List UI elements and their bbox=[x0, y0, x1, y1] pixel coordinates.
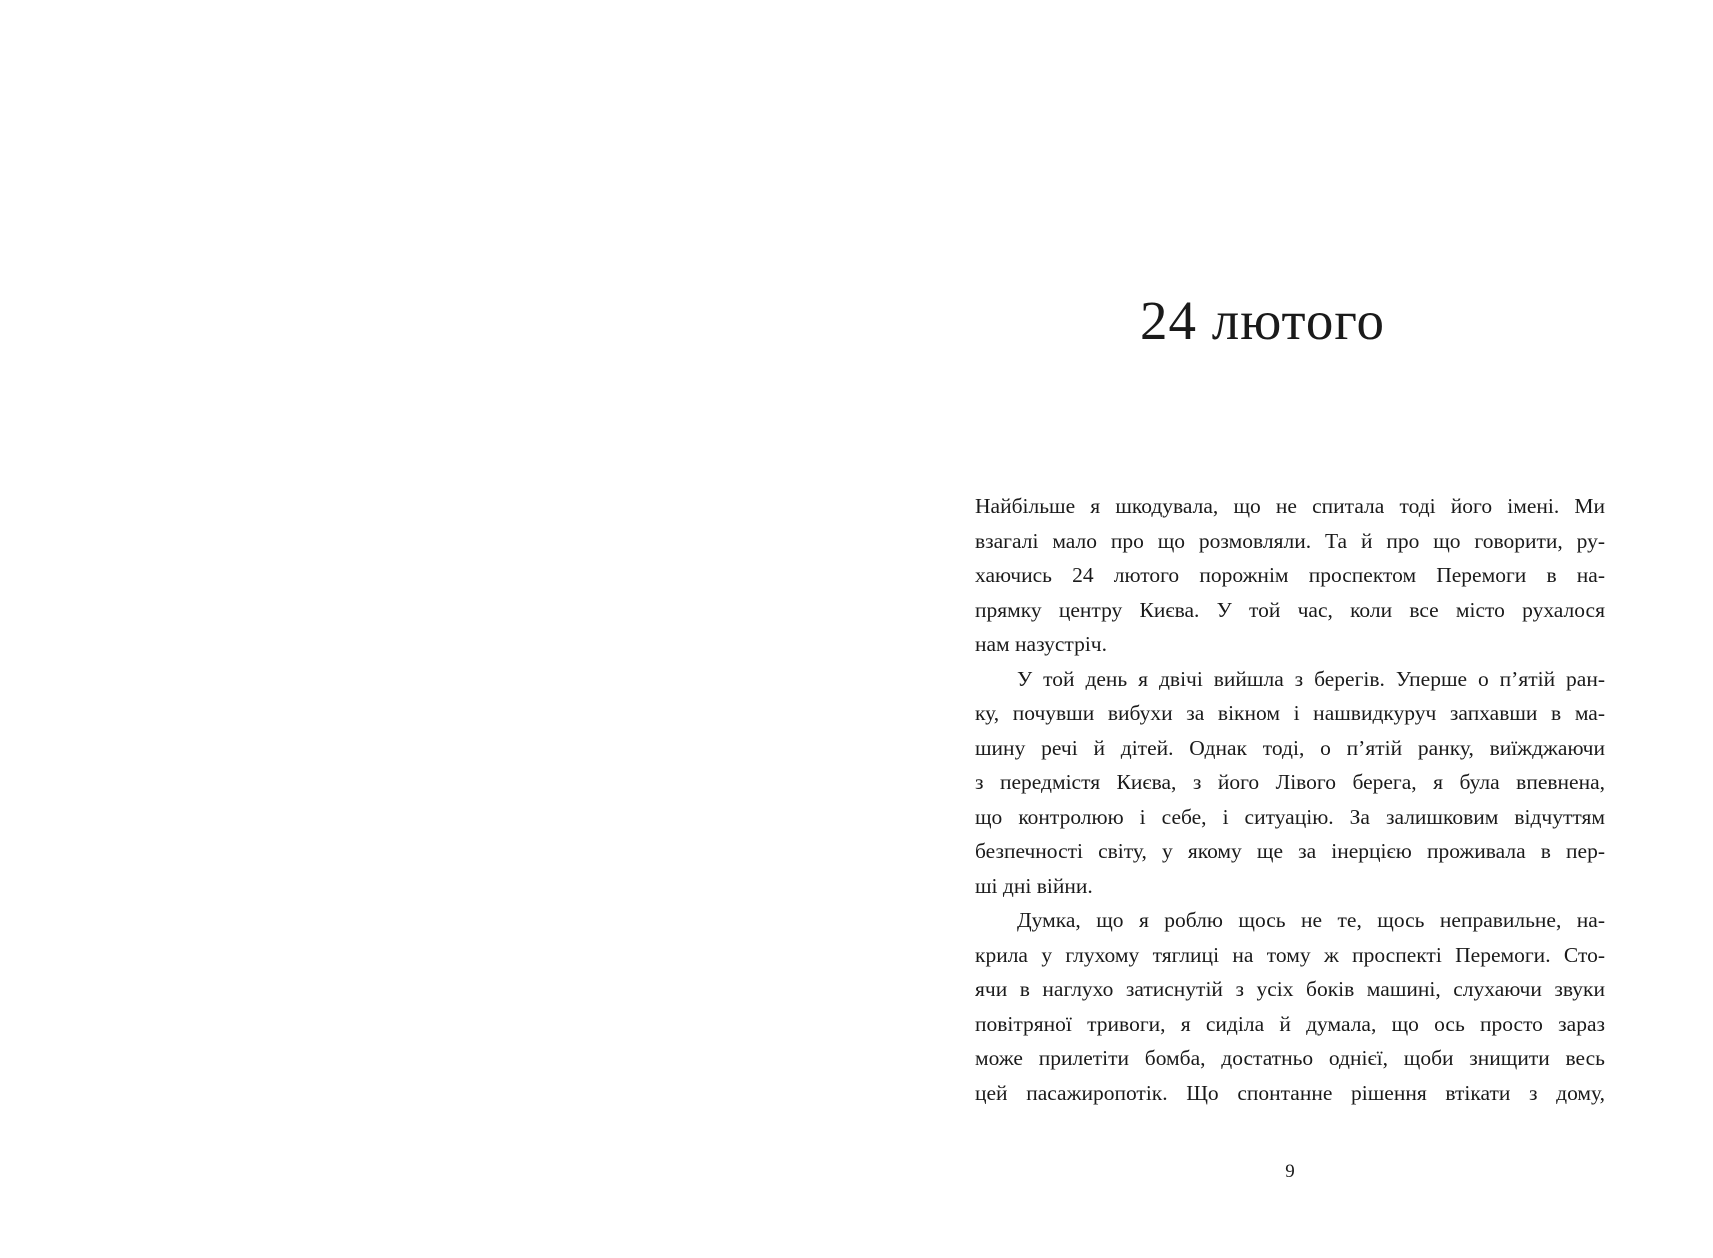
text-line: ші дні війни. bbox=[975, 873, 1093, 898]
text-line: взагалі мало про що розмовляли. Та й про що говорити, ру- bbox=[975, 528, 1605, 553]
chapter-body-text bbox=[975, 489, 1605, 1110]
text-line: нам назустріч. bbox=[975, 632, 1107, 656]
text-line: ячи в наглухо затиснутій з усіх боків машині, слухаючи звуки bbox=[975, 977, 1605, 1001]
left-page-blank bbox=[0, 0, 856, 1258]
chapter-title: 24 лютого bbox=[1140, 290, 1386, 351]
text-line: повітряної тривоги, я сиділа й думала, що ось просто зараз bbox=[975, 1011, 1605, 1036]
text-line: безпечності світу, у якому ще за інерцією проживала в пер- bbox=[975, 839, 1605, 863]
text-line: крила у глухому тяглиці на тому ж проспекті Перемоги. Сто- bbox=[975, 942, 1605, 967]
text-line: У той день я двічі вийшла з берегів. Уперше о п’ятій ран- bbox=[1017, 666, 1605, 691]
text-line: з передмістя Києва, з його Лівого берега, я була впевнена, bbox=[975, 770, 1605, 794]
text-line: що контролюю і себе, і ситуацію. За залишковим відчуттям bbox=[975, 804, 1605, 829]
text-line: Найбільше я шкодувала, що не спитала тоді його імені. Ми bbox=[975, 494, 1605, 518]
text-line: ку, почувши вибухи за вікном і нашвидкуруч запхавши в ма- bbox=[975, 701, 1605, 725]
text-line: шину речі й дітей. Однак тоді, о п’ятій ранку, виїжджаючи bbox=[975, 735, 1605, 760]
text-line: Думка, що я роблю щось не те, щось неправильне, на- bbox=[1017, 908, 1605, 932]
text-line: хаючись 24 лютого порожнім проспектом Перемоги в на- bbox=[975, 563, 1605, 587]
text-line: цей пасажиропотік. Що спонтанне рішення втікати з дому, bbox=[975, 1080, 1605, 1105]
text-line: може прилетіти бомба, достатньо однієї, щоби знищити весь bbox=[975, 1046, 1605, 1070]
page-number: 9 bbox=[1285, 1161, 1295, 1182]
text-line: прямку центру Києва. У той час, коли все місто рухалося bbox=[975, 597, 1605, 622]
